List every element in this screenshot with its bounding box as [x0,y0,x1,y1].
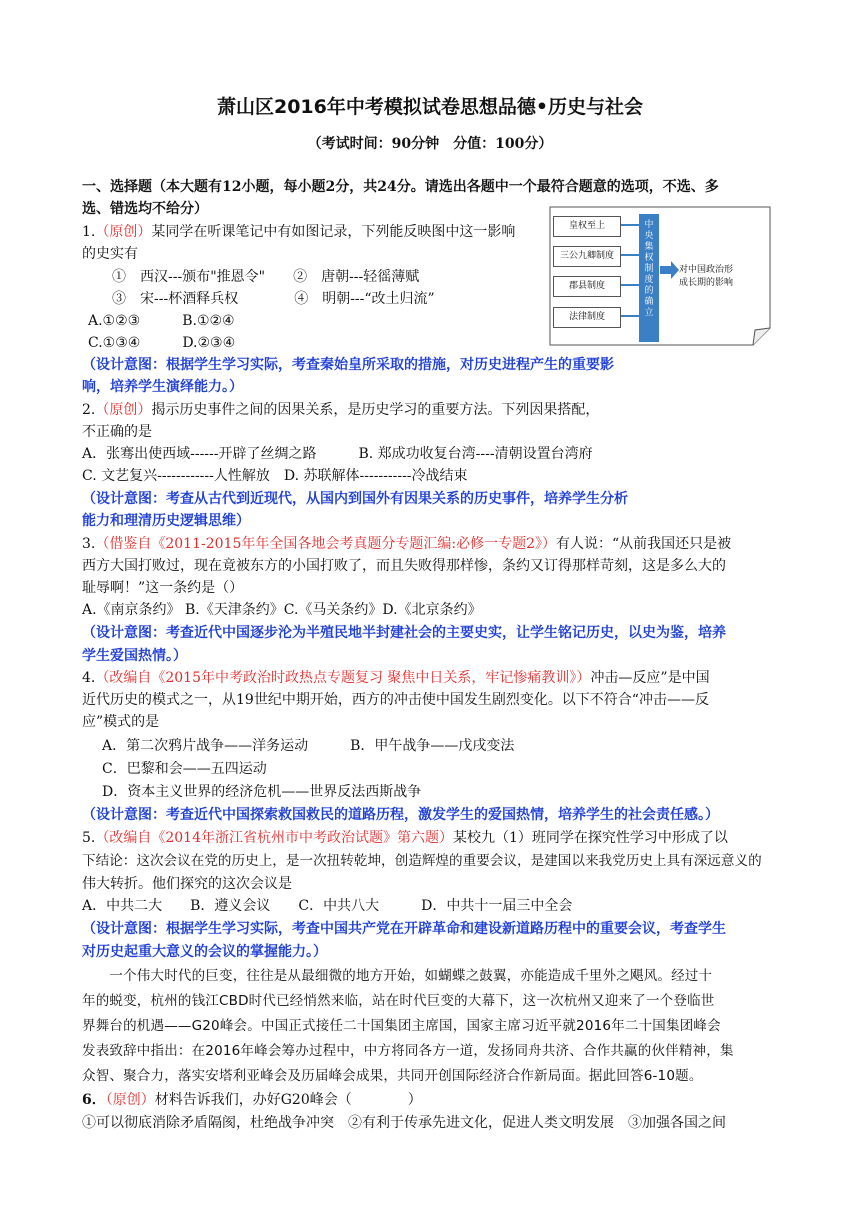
q3-options: A.《南京条约》 B.《天津条约》C.《马关条约》D.《北京条约》 [82,602,482,618]
q1-answers-row1: A.①②③ B.①②④ [88,313,235,329]
q4-option-d: D．资本主义世界的经济危机——世界反法西斯战争 [88,784,422,800]
section-heading-2: 选、错选均不给分） [82,201,208,217]
q5-design-intent-1: （设计意图：根据学生学习实际，考查中国共产党在开辟革命和建设新道路历程中的重要会议，考查学生 [82,921,726,937]
q4-stem: 冲击—反应”是中国 [590,670,710,686]
q1-answers-row2: C.①③④ D.②③④ [88,335,236,351]
diagram-box-4: 法律制度 [553,307,621,328]
material-line-3: 界舞台的机遇——G20峰会。中国正式接任二十国集团主席国，国家主席习近平就2016年二十国集团峰会 [82,1018,721,1034]
diagram-central-column [639,214,659,342]
q1-stem: 某同学在听课笔记中有如图记录，下列能反映图中这一影响 [151,224,516,240]
q5-stem-line1 [82,827,728,849]
q3-stem-line1 [82,533,731,555]
q3-number: 3. [82,536,96,552]
notes-diagram [549,206,771,346]
q2-stem-line2: 不正确的是 [82,424,152,440]
material-line-5: 众智、聚合力，落实安塔利亚峰会及历届峰会成果，共同开创国际经济合作新局面。据此回答6-10题。 [82,1068,703,1084]
q1-stem-line2: 的史实有 [82,246,138,262]
q2-design-intent-2: 能力和理清历史逻辑思维） [82,513,250,529]
section-heading-1: 一、选择题（本大题有12小题，每小题2分，共24分。请选出各题中一个最符合题意的选项，不选、多 [82,179,719,195]
q2-stem-line1 [82,399,599,421]
q4-source-tag: （改编自《2015年中考政治时政热点专题复习 聚焦中日关系，牢记惨痛教训》） [95,670,591,686]
q3-stem-line2: 西方大国打败过，现在竟被东方的小国打败了，而且失败得那样惨，条约又订得那样苛刻，这是多么大的 [82,558,726,574]
q2-source-tag: （原创） [95,402,152,418]
diagram-result-line1: 对中国政治形 [679,265,734,275]
q2-options-cd: C. 文艺复兴------------人性解放 D. 苏联解体-----------冷战结束 [82,468,468,484]
q1-options-row1: ① 西汉---颁布"推恩令" ② 唐朝---轻徭薄赋 [112,269,420,285]
q5-stem-line2: 下结论：这次会议在党的历史上，是一次扭转乾坤，创造辉煌的重要会议，是建国以来我党历史上具有深远意义的 [82,853,762,869]
q6-number: 6． [82,1092,106,1108]
q1-options-row2: ③ 宋---杯酒释兵权 ④ 明朝---“改土归流” [112,291,435,307]
diagram-result-line2: 成长期的影响 [679,278,734,288]
diagram-box-3: 郡县制度 [553,276,621,297]
q1-design-intent-1: （设计意图：根据学生学习实际，考查秦始皇所采取的措施，对历史进程产生的重要影 [82,357,614,373]
page-title: 萧山区2016年中考模拟试卷思想品德•历史与社会 [216,96,644,118]
q6-source-tag: （原创） [105,1092,155,1108]
material-line-1: 一个伟大时代的巨变，往往是从最细微的地方开始，如蝴蝶之鼓翼，亦能造成千里外之飓风。经过十 [82,968,713,984]
q6-options: ①可以彻底消除矛盾隔阂，杜绝战争冲突 ②有利于传承先进文化，促进人类文明发展 ③加强各国之间 [82,1115,726,1131]
q3-design-intent-1: （设计意图：考查近代中国逐步沦为半殖民地半封建社会的主要史实，让学生铭记历史，以史为鉴，培养 [82,625,726,641]
diagram-box-1: 皇权至上 [553,216,621,237]
q1-stem-line1 [82,221,515,243]
q5-number: 5. [82,830,96,846]
diagram-central-label: 中央集权制度的确立 [644,220,654,318]
q4-number: 4. [82,670,96,686]
q6-stem [82,1089,422,1111]
q4-stem-line2: 近代历史的模式之一，从19世纪中期开始，西方的冲击使中国发生剧烈变化。以下不符合“冲击——反 [82,692,709,708]
q2-number: 2. [82,402,96,418]
q4-options-ab: A．第二次鸦片战争——洋务运动 B．甲午战争——戊戌变法 [88,738,515,754]
q1-number: 1. [82,224,96,240]
q3-source-tag: （借鉴自《2011-2015年年全国各地会考真题分专题汇编:必修一专题2》） [95,536,556,552]
q2-options-ab: A．张骞出使西域------开辟了丝绸之路 B. 郑成功收复台湾----清朝设置台湾府 [82,446,593,462]
q5-design-intent-2: 对历史起重大意义的会议的掌握能力。） [82,944,327,960]
q5-stem: 某校九（1）班同学在探究性学习中形成了以 [453,830,728,846]
q4-option-c: C．巴黎和会——五四运动 [88,761,267,777]
diagram-box-2: 三公九卿制度 [553,246,621,267]
diagram-result [679,264,733,290]
q5-options: A．中共二大 B．遵义会议 C．中共八大 D．中共十一届三中全会 [82,898,573,914]
q3-stem: 有人说：“从前我国还只是被 [555,536,732,552]
q5-stem-line3: 伟大转折。他们探究的这次会议是 [82,876,292,892]
q2-design-intent-1: （设计意图：考查从古代到近现代，从国内到国外有因果关系的历史事件，培养学生分析 [82,491,628,507]
exam-info: （考试时间：90分钟 分值：100分） [307,136,553,152]
q3-design-intent-2: 学生爱国热情。） [82,648,187,664]
q3-stem-line3: 耻辱啊！”这一条约是（） [82,580,244,596]
q4-stem-line1 [82,667,710,689]
q6-stem-text: 材料告诉我们，办好G20峰会（ ） [154,1092,422,1108]
q2-stem: 揭示历史事件之间的因果关系，是历史学习的重要方法。下列因果搭配， [151,402,600,418]
q1-source-tag: （原创） [95,224,152,240]
q5-source-tag: （改编自《2014年浙江省杭州市中考政治试题》第六题） [95,830,453,846]
material-line-2: 年的蜕变，杭州的钱江CBD时代已经悄然来临，站在时代巨变的大幕下，这一次杭州又迎来了一个登临世 [82,993,715,1009]
material-line-4: 发表致辞中指出：在2016年峰会筹办过程中，中方将同各方一道，发扬同舟共济、合作共赢的伙伴精神，集 [82,1043,734,1059]
q4-stem-line3: 应”模式的是 [82,714,160,730]
q4-design-intent: （设计意图：考查近代中国探索救国救民的道路历程，激发学生的爱国热情，培养学生的社会责任感。） [82,807,719,823]
q1-design-intent-2: 响，培养学生演绎能力。） [82,379,243,395]
